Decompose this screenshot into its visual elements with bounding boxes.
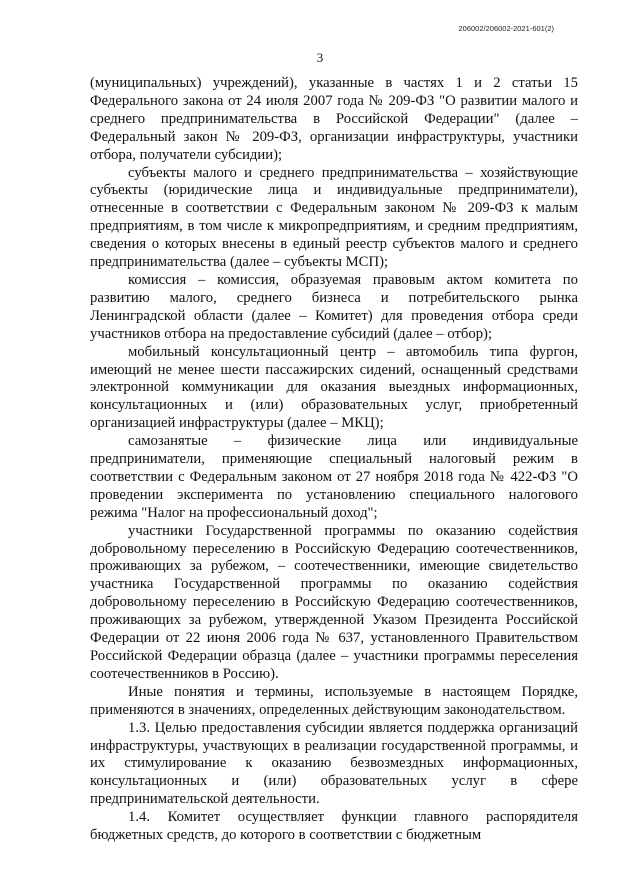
page-number: 3 (316, 50, 324, 65)
paragraph-institutions: (муниципальных) учреждений), указанные в частях 1 и 2 статьи 15 Федерального закона от 24 июля 2007 года № 209-ФЗ "О развитии малого и среднего предпринимательства в Российской Федерации" (далее – Федеральный закон № 209-ФЗ, организации инфраструктуры, участники отбора, получатели субсидии); (90, 75, 578, 163)
document-body (90, 75, 578, 845)
paragraph-commission-definition: комиссия – комиссия, образуемая правовым актом комитета по развитию малого, среднего бизнеса и потребительского рынка Ленинградской области (далее – Комитет) для проведения отбора среди участников отбора на предоставление субсидий (далее – отбор); (90, 271, 578, 342)
paragraph-section-1-4: 1.4. Комитет осуществляет функции главного распорядителя бюджетных средств, до которого в соответствии с бюджетным (90, 809, 578, 844)
paragraph-msp-definition: субъекты малого и среднего предпринимательства – хозяйствующие субъекты (юридические лица и индивидуальные предприниматели), отнесенные в соответствии с Федеральным законом № 209-ФЗ к малым предприятиям, в том числе к микропредприятиям, и средним предприятиям, сведения о которых внесены в единый реестр субъектов малого и среднего предпринимательства (далее – субъекты МСП); (90, 164, 578, 271)
paragraph-other-terms: Иные понятия и термины, используемые в настоящем Порядке, применяются в значениях, определенных действующим законодательством. (90, 683, 578, 718)
paragraph-self-employed-definition: самозанятые – физические лица или индивидуальные предприниматели, применяющие специальный налоговый режим в соответствии с Федеральным законом от 27 ноября 2018 года № 422-ФЗ "О проведении эксперимента по установлению специального налогового режима "Налог на профессиональный доход"; (90, 433, 578, 521)
paragraph-mkc-definition: мобильный консультационный центр – автомобиль типа фургон, имеющий не менее шести пассажирских сидений, оснащенный средствами электронной коммуникации для оказания выездных информационных, консультационных и (или) образовательных услуг, приобретенный организацией инфраструктуры (далее – МКЦ); (90, 343, 578, 432)
document-id: 206002/206002-2021-601(2) (458, 24, 554, 33)
paragraph-section-1-3: 1.3. Целью предоставления субсидии является поддержка организаций инфраструктуры, участвующих в реализации государственной программы, и их стимулирование к оказанию безвозмездных информационных, консультационных и (или) образовательных услуг в сфере предпринимательской деятельности. (90, 719, 578, 808)
paragraph-program-participants-definition: участники Государственной программы по оказанию содействия добровольному переселению в Российскую Федерацию соотечественников, проживающих за рубежом, – соотечественники, имеющие свидетельство участника Государственной программы по оказанию содействия добровольному переселению в Российскую Федерацию соотечественников, проживающих за рубежом, утвержденной Указом Президента Российской Федерации от 22 июня 2006 года № 637, установленного Правительством Российской Федерации образца (далее – участники программы переселения соотечественников в Россию). (90, 522, 578, 682)
